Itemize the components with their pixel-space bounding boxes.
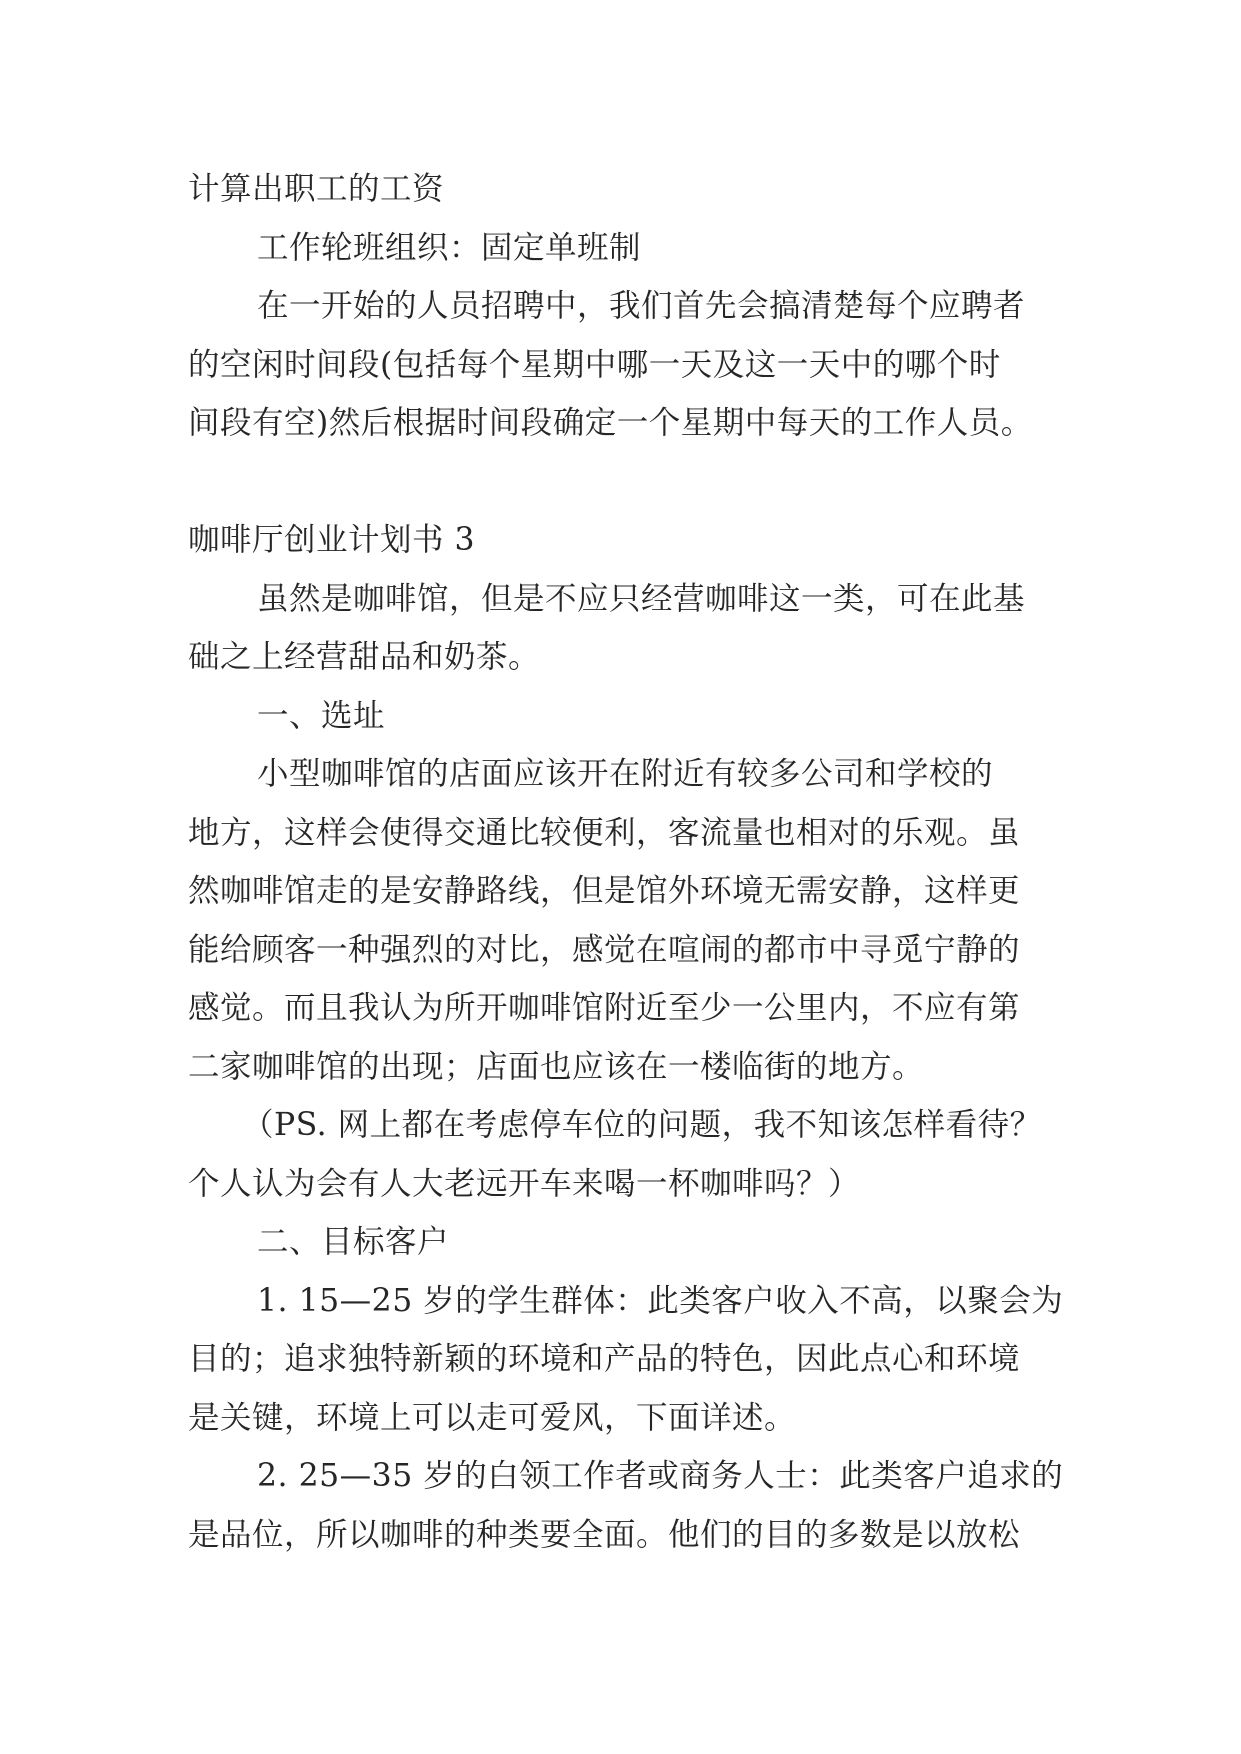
section-heading: 咖啡厅创业计划书 3 bbox=[188, 522, 476, 558]
text-line: 虽然是咖啡馆，但是不应只经营咖啡这一类，可在此基 bbox=[257, 580, 1026, 617]
subheading: 一、选址 bbox=[257, 697, 386, 734]
text-line: 是关键，环境上可以走可爱风，下面详述。 bbox=[188, 1399, 797, 1436]
text-line: 础之上经营甜品和奶茶。 bbox=[188, 639, 541, 675]
text-line: 在一开始的人员招聘中，我们首先会搞清楚每个应聘者 bbox=[257, 288, 1026, 324]
text-line: 工作轮班组织：固定单班制 bbox=[257, 229, 642, 266]
document-body bbox=[188, 160, 1068, 1564]
subheading: 二、目标客户 bbox=[257, 1224, 450, 1260]
text-line: 的空闲时间段(包括每个星期中哪一天及这一天中的哪个时 bbox=[188, 346, 1001, 383]
text-line: 然咖啡馆走的是安静路线，但是馆外环境无需安静，这样更 bbox=[188, 873, 1021, 909]
text-line: 能给顾客一种强烈的对比，感觉在喧闹的都市中寻觅宁静的 bbox=[188, 931, 1021, 968]
text-line: 2. 25—35 岁的白领工作者或商务人士：此类客户追求的 bbox=[257, 1458, 1064, 1494]
text-line: 间段有空)然后根据时间段确定一个星期中每天的工作人员。 bbox=[188, 405, 1033, 441]
text-line: 是品位，所以咖啡的种类要全面。他们的目的多数是以放松 bbox=[188, 1516, 1021, 1553]
text-line: 地方，这样会使得交通比较便利，客流量也相对的乐观。虽 bbox=[188, 814, 1021, 851]
text-line: 小型咖啡馆的店面应该开在附近有较多公司和学校的 bbox=[257, 756, 994, 792]
text-line: 个人认为会有人大老远开车来喝一杯咖啡吗？） bbox=[188, 1165, 861, 1202]
text-line: 感觉。而且我认为所开咖啡馆附近至少一公里内，不应有第 bbox=[188, 990, 1021, 1026]
text-line: 二家咖啡馆的出现；店面也应该在一楼临街的地方。 bbox=[188, 1048, 925, 1085]
text-line: 1. 15—25 岁的学生群体：此类客户收入不高，以聚会为 bbox=[257, 1282, 1064, 1319]
text-line: 计算出职工的工资 bbox=[188, 171, 445, 207]
text-line: 目的；追求独特新颖的环境和产品的特色，因此点心和环境 bbox=[188, 1341, 1021, 1377]
section-gap bbox=[188, 453, 1068, 512]
text-line: （PS. 网上都在考虑停车位的问题，我不知该怎样看待？ bbox=[242, 1107, 1042, 1143]
